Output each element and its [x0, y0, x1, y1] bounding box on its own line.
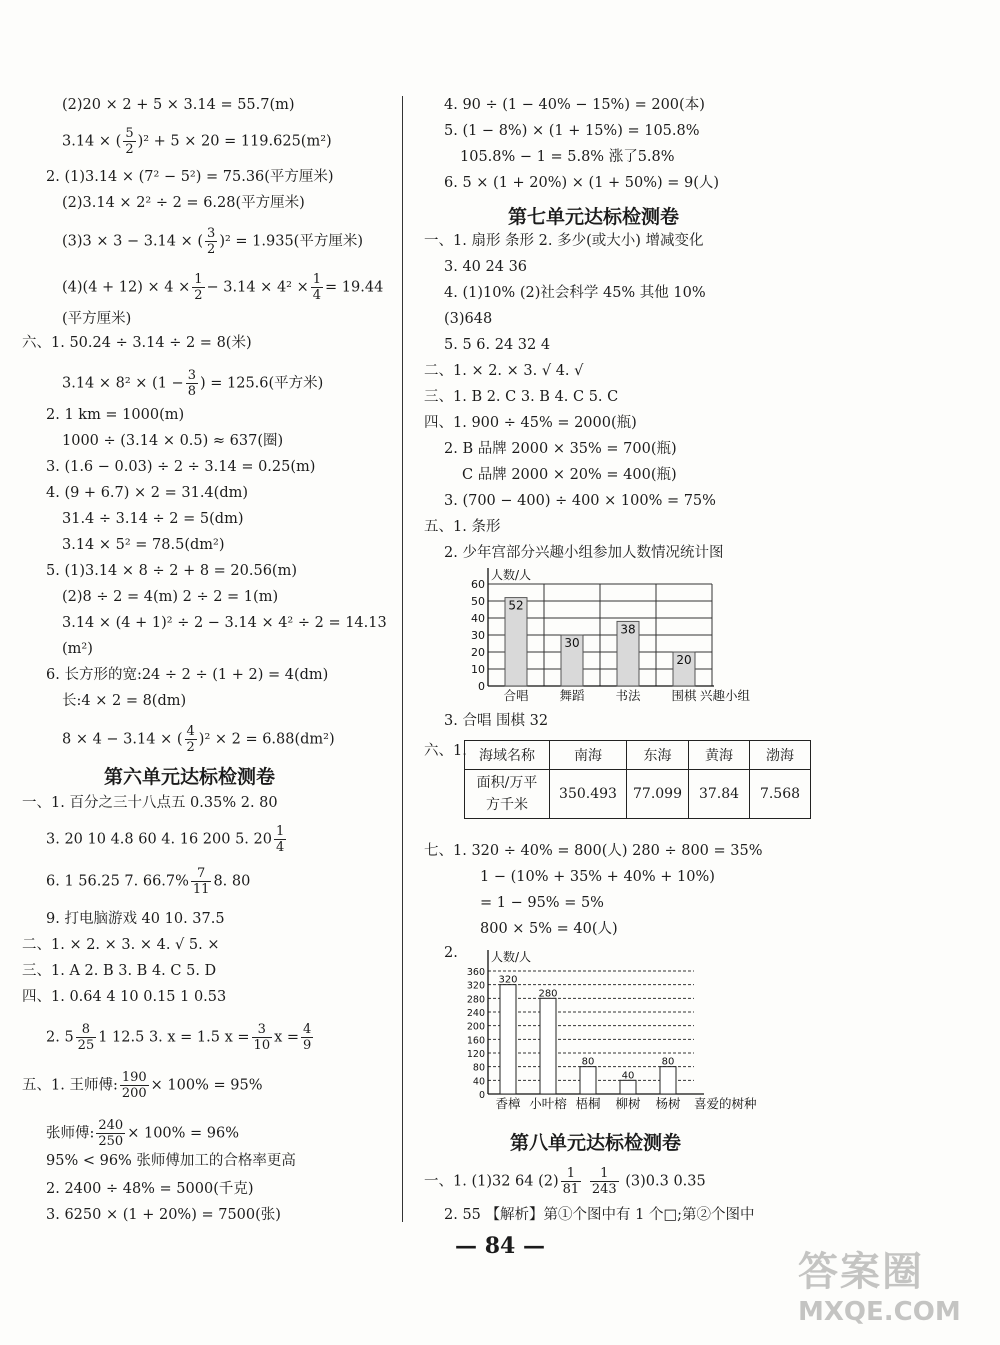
y-tick-label: 280	[466, 994, 485, 1006]
text: × 100% = 95%	[150, 1077, 263, 1094]
y-tick-label: 40	[472, 1076, 485, 1088]
line: 4. 90 ÷ (1 − 40% − 15%) = 200(本)	[444, 97, 705, 113]
x-tick-label: 柳树	[615, 1096, 641, 1111]
line: 5. (1)3.14 × 8 ÷ 2 + 8 = 20.56(m)	[46, 563, 297, 579]
table-cell: 黄海	[689, 741, 750, 770]
data-label: 40	[621, 1070, 635, 1082]
text: ) = 125.6(平方米)	[199, 375, 324, 392]
y-tick-label: 80	[472, 1062, 485, 1074]
fraction: $\frac{8}{25}$	[77, 1022, 95, 1053]
text: − 3.14 × 4² ×	[206, 279, 309, 296]
bar	[620, 1080, 636, 1094]
y-tick-label: 200	[466, 1021, 485, 1033]
x-tick-label: 梧桐	[575, 1096, 601, 1111]
line: 一、1. 百分之三十八点五 0.35% 2. 80	[22, 795, 278, 811]
watermark-url: MXQE.COM	[798, 1297, 961, 1327]
y-tick-label: 40	[471, 612, 485, 625]
text: 8. 80	[213, 873, 251, 890]
line: 长:4 × 2 = 8(dm)	[62, 693, 187, 709]
y-tick-label: 60	[471, 578, 485, 591]
x-tick-label: 围棋	[671, 688, 697, 703]
text: 面积/万平	[476, 775, 538, 791]
table-cell: 南海	[550, 741, 627, 770]
fraction: $\frac{4}{2}$	[186, 724, 195, 755]
fraction: $\frac{190}{200}$	[121, 1070, 147, 1101]
section-heading-unit6: 第六单元达标检测卷	[104, 766, 276, 788]
bar-chart-interest-groups	[452, 564, 802, 706]
line: 105.8% − 1 = 5.8% 涨了5.8%	[460, 149, 675, 165]
table-cell: 7.568	[750, 770, 811, 819]
line: 6. 5 × (1 + 20%) × (1 + 50%) = 9(人)	[444, 175, 720, 191]
data-label: 280	[538, 988, 558, 1000]
y-tick-label: 30	[471, 629, 485, 642]
line: (m²)	[62, 641, 93, 657]
line: 1000 ÷ (3.14 × 0.5) ≈ 637(圈)	[62, 433, 284, 449]
line: 4. (1)10% (2)社会科学 45% 其他 10%	[444, 285, 706, 301]
line: 4. (9 + 6.7) × 2 = 31.4(dm)	[46, 485, 249, 501]
x-tick-label: 杨树	[655, 1096, 681, 1111]
line	[424, 1166, 706, 1197]
line: 3. 40 24 36	[444, 259, 528, 275]
watermark	[798, 1240, 978, 1335]
line: 3. 合唱 围棋 32	[444, 713, 549, 729]
line: = 1 − 95% = 5%	[480, 895, 604, 911]
bar	[540, 998, 556, 1094]
line: 3. 6250 × (1 + 20%) = 7500(张)	[46, 1207, 281, 1223]
line: 六、1.	[424, 743, 467, 759]
data-label: 80	[661, 1056, 675, 1068]
x-tick-label: 舞蹈	[559, 688, 585, 703]
line: (平方厘米)	[62, 311, 132, 327]
text: (3)0.3 0.35	[625, 1173, 706, 1190]
data-label: 320	[498, 974, 518, 986]
x-axis-label: 兴趣小组	[700, 688, 751, 703]
text: × 100% = 96%	[127, 1125, 240, 1142]
line: 2. 2400 ÷ 48% = 5000(千克)	[46, 1181, 254, 1197]
line	[62, 126, 332, 157]
line: 2. (1)3.14 × (7² − 5²) = 75.36(平方厘米)	[46, 169, 334, 185]
table-cell: 350.493	[550, 770, 627, 819]
text: 6. 1 56.25 7. 66.7%	[46, 873, 189, 890]
section-heading-unit7: 第七单元达标检测卷	[508, 206, 680, 228]
line: (3)648	[444, 311, 493, 327]
y-tick-label: 20	[471, 646, 485, 659]
line	[62, 226, 363, 257]
table-row	[465, 770, 811, 819]
line: 二、1. × 2. × 3. √ 4. √	[424, 363, 584, 379]
fraction: $\frac{240}{250}$	[98, 1118, 124, 1149]
line: 95% < 96% 张师傅加工的合格率更高	[46, 1153, 296, 1169]
y-tick-label: 10	[471, 663, 485, 676]
line: 3.14 × (4 + 1)² ÷ 2 − 3.14 × 4² ÷ 2 = 14.13	[62, 615, 387, 631]
table-cell: 37.84	[689, 770, 750, 819]
text: 五、1. 王师傅:	[22, 1077, 118, 1094]
bar	[500, 985, 516, 1094]
line: 5. 5 6. 24 32 4	[444, 337, 551, 353]
section-heading-unit8: 第八单元达标检测卷	[510, 1132, 682, 1154]
line: 三、1. B 2. C 3. B 4. C 5. C	[424, 389, 619, 405]
text: 2. 5	[46, 1029, 74, 1046]
line: 5. (1 − 8%) × (1 + 15%) = 105.8%	[444, 123, 700, 139]
y-tick-label: 240	[466, 1008, 485, 1019]
line	[22, 1070, 262, 1101]
line: 一、1. 扇形 条形 2. 多少(或大小) 增减变化	[424, 233, 704, 249]
fraction: $\frac{4}{9}$	[303, 1022, 312, 1053]
line: C 品牌 2000 × 20% = 400(瓶)	[462, 467, 677, 483]
line	[46, 1022, 315, 1053]
fraction: $\frac{3}{10}$	[253, 1022, 271, 1053]
data-label: 20	[676, 653, 692, 667]
line: (2)8 ÷ 2 = 4(m) 2 ÷ 2 = 1(m)	[62, 589, 279, 605]
line: (2)3.14 × 2² ÷ 2 = 6.28(平方厘米)	[62, 195, 305, 211]
text: 1 12.5 3. x = 1.5 x =	[98, 1029, 250, 1046]
text: )² = 1.935(平方厘米)	[219, 233, 363, 250]
fraction: $\frac{1}{4}$	[312, 272, 322, 303]
fraction: $\frac{5}{2}$	[125, 126, 134, 157]
text: 张师傅:	[46, 1125, 95, 1142]
table-cell: 海域名称	[465, 741, 550, 770]
fraction: $\frac{1}{2}$	[194, 272, 203, 303]
line: 七、1. 320 ÷ 40% = 800(人) 280 ÷ 800 = 35%	[424, 843, 763, 859]
y-tick-label: 0	[478, 1090, 485, 1101]
text: )² + 5 × 20 = 119.625(m²)	[137, 133, 332, 150]
y-axis-label: 人数/人	[491, 950, 532, 964]
line: 三、1. A 2. B 3. B 4. C 5. D	[22, 963, 217, 979]
line	[62, 272, 383, 303]
page-number: — 84 —	[455, 1233, 545, 1259]
x-tick-label: 香樟	[495, 1096, 521, 1111]
y-tick-label: 0	[478, 680, 485, 693]
line: 3. (1.6 − 0.03) ÷ 2 ÷ 3.14 = 0.25(m)	[46, 459, 316, 475]
line: 2.	[444, 945, 458, 961]
x-tick-label: 书法	[615, 688, 641, 703]
text: (4)(4 + 12) × 4 ×	[62, 279, 191, 296]
y-tick-label: 120	[466, 1049, 485, 1060]
text: 3.14 × (	[62, 133, 122, 150]
bar-chart-favorite-trees	[458, 944, 828, 1120]
line: 2. B 品牌 2000 × 35% = 700(瓶)	[444, 441, 677, 457]
text: 8 × 4 − 3.14 × (	[62, 731, 183, 748]
line: 800 × 5% = 40(人)	[480, 921, 618, 937]
text: 方千米	[486, 797, 528, 813]
fraction: $\frac{1}{81}$	[562, 1166, 580, 1197]
x-axis-label: 喜爱的树种	[694, 1096, 757, 1111]
y-axis-label: 人数/人	[491, 568, 532, 582]
y-tick-label: 50	[471, 595, 485, 608]
line	[62, 368, 323, 399]
fraction: $\frac{7}{11}$	[192, 866, 210, 897]
data-label: 38	[620, 622, 636, 637]
text: 一、1. (1)32 64 (2)	[424, 1173, 559, 1190]
table-cell: 东海	[627, 741, 689, 770]
column-divider	[402, 96, 403, 1222]
data-label: 80	[581, 1056, 595, 1068]
line: 五、1. 条形	[424, 519, 501, 535]
line: 3. (700 − 400) ÷ 400 × 100% = 75%	[444, 493, 716, 509]
bar	[660, 1067, 676, 1094]
line: 2. 少年宫部分兴趣小组参加人数情况统计图	[444, 545, 724, 561]
data-label: 52	[508, 598, 524, 613]
text: x =	[274, 1029, 300, 1046]
text: 3.14 × 8² × (1 −	[62, 375, 184, 392]
line: 六、1. 50.24 ÷ 3.14 ÷ 2 = 8(米)	[22, 335, 252, 351]
text: 3. 20 10 4.8 60 4. 16 200 5. 20	[46, 831, 272, 848]
line: 9. 打电脑游戏 40 10. 37.5	[46, 911, 225, 927]
bar	[580, 1067, 596, 1094]
y-tick-label: 360	[466, 967, 485, 978]
line: 四、1. 0.64 4 10 0.15 1 0.53	[22, 989, 227, 1005]
line: 2. 1 km = 1000(m)	[46, 407, 185, 423]
line: 2. 55 【解析】第①个图中有 1 个□;第②个图中	[444, 1207, 755, 1223]
table-row	[465, 741, 811, 770]
data-label: 30	[564, 636, 580, 650]
table-row-label	[465, 770, 550, 819]
line: 二、1. × 2. × 3. × 4. √ 5. ×	[22, 937, 220, 953]
fraction: $\frac{3}{2}$	[207, 226, 216, 257]
text: (3)3 × 3 − 3.14 × (	[62, 233, 204, 250]
watermark-logo: 答案圈	[798, 1249, 924, 1295]
y-tick-label: 320	[466, 980, 485, 992]
text: = 19.44	[325, 279, 384, 296]
line: 1 − (10% + 35% + 40% + 10%)	[480, 869, 715, 885]
sea-area-table	[464, 740, 811, 819]
fraction: $\frac{1}{243}$	[591, 1166, 617, 1197]
line: 四、1. 900 ÷ 45% = 2000(瓶)	[424, 415, 637, 431]
text: )² × 2 = 6.88(dm²)	[198, 731, 335, 748]
line: 6. 长方形的宽:24 ÷ 2 ÷ (1 + 2) = 4(dm)	[46, 667, 329, 683]
line: (2)20 × 2 + 5 × 3.14 = 55.7(m)	[62, 97, 295, 113]
table-cell: 渤海	[750, 741, 811, 770]
line: 3.14 × 5² = 78.5(dm²)	[62, 537, 225, 553]
line	[46, 866, 250, 897]
y-tick-label: 160	[466, 1035, 485, 1047]
fraction: $\frac{1}{4}$	[275, 824, 285, 855]
x-tick-label: 合唱	[503, 688, 529, 703]
line	[62, 724, 335, 755]
line	[46, 1118, 239, 1149]
x-tick-label: 小叶榕	[529, 1096, 567, 1111]
table-cell: 77.099	[627, 770, 689, 819]
line	[46, 824, 288, 855]
line: 31.4 ÷ 3.14 ÷ 2 = 5(dm)	[62, 511, 244, 527]
fraction: $\frac{3}{8}$	[187, 368, 196, 399]
